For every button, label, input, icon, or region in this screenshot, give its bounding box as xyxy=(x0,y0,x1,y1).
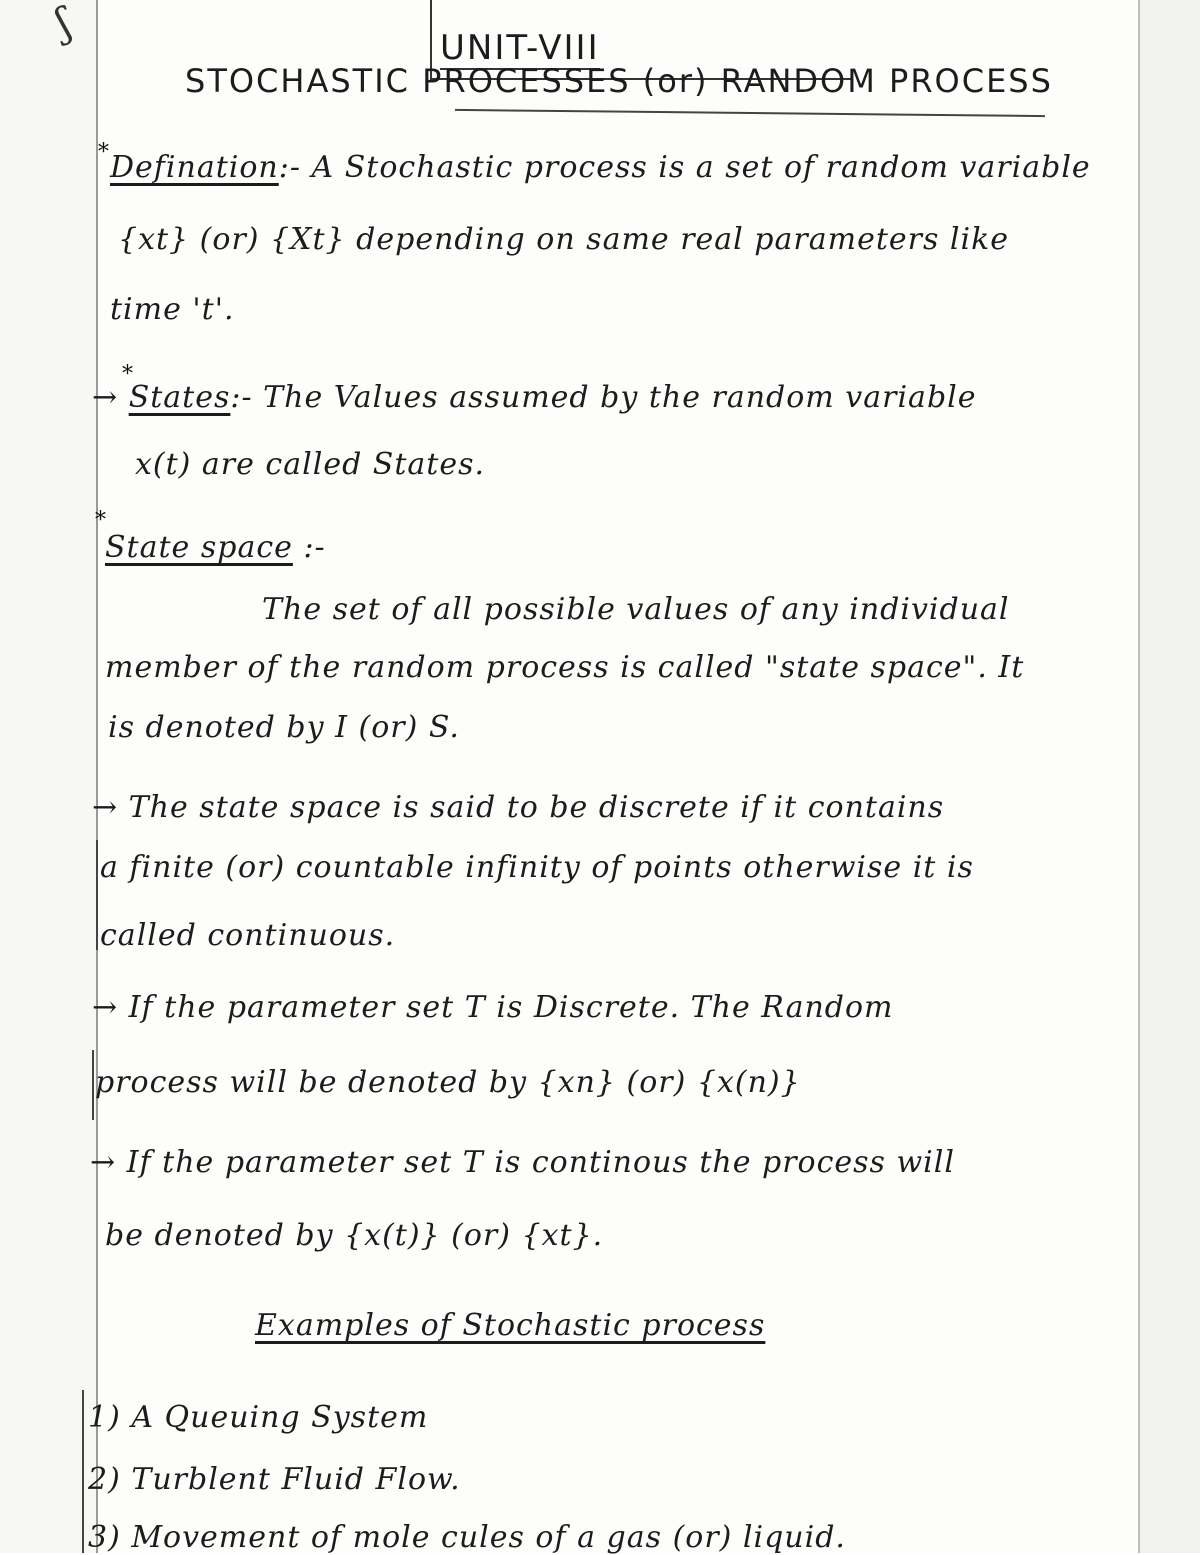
examples-heading: Examples of Stochastic process xyxy=(255,1308,766,1343)
param-discrete-line-2: process will be denoted by {xn} (or) {x(n)} xyxy=(95,1065,801,1100)
right-margin-line xyxy=(1138,0,1140,1553)
definition-text-1: :- A Stochastic process is a set of random variable xyxy=(278,150,1091,185)
right-scan-shade xyxy=(1140,0,1200,1553)
state-space-line-1: The set of all possible values of any individual xyxy=(262,592,1010,627)
unit-heading: UNIT-VIII xyxy=(440,28,600,68)
discrete-line-3: called continuous. xyxy=(100,918,396,953)
star-icon: * xyxy=(98,140,109,165)
discrete-line-2: a finite (or) countable infinity of points otherwise it is xyxy=(100,850,974,885)
state-space-label: State space xyxy=(105,530,293,565)
star-icon: * xyxy=(122,362,133,387)
states-label: States xyxy=(128,380,231,415)
example-item-3: 3) Movement of mole cules of a gas (or) liquid. xyxy=(88,1520,846,1555)
example-item-2: 2) Turblent Fluid Flow. xyxy=(88,1462,461,1497)
definition-line-3: time 't'. xyxy=(110,292,235,327)
states-line-2: x(t) are called States. xyxy=(135,447,486,482)
param-discrete-line-1: → If the parameter set T is Discrete. The Random xyxy=(92,990,894,1025)
page-title: STOCHASTIC PROCESSES (or) RANDOM PROCESS xyxy=(185,62,1053,100)
param-continuous-line-1: → If the parameter set T is continous the process will xyxy=(90,1145,955,1180)
arrow-icon: → xyxy=(92,380,129,415)
bracket-line xyxy=(82,1390,84,1553)
states-text-1: :- The Values assumed by the random variable xyxy=(230,380,977,415)
corner-scribble-icon: ʃ xyxy=(50,0,77,47)
state-space-heading xyxy=(105,530,326,565)
bracket-line xyxy=(96,840,98,950)
discrete-line-1: → The state space is said to be discrete if it contains xyxy=(92,790,945,825)
bracket-line xyxy=(92,1050,94,1120)
states-line-1 xyxy=(92,380,977,415)
left-margin-line xyxy=(96,0,98,1553)
title-underline xyxy=(455,109,1045,117)
example-item-1: 1) A Queuing System xyxy=(88,1400,429,1435)
left-scan-shade xyxy=(0,0,96,1553)
param-continuous-line-2: be denoted by {x(t)} (or) {xt}. xyxy=(105,1218,604,1253)
state-space-line-3: is denoted by I (or) S. xyxy=(108,710,460,745)
state-space-line-2: member of the random process is called "state space". It xyxy=(105,650,1025,685)
star-icon: * xyxy=(95,508,106,533)
state-space-label-suffix: :- xyxy=(303,530,326,565)
definition-label: Defination xyxy=(110,150,279,185)
definition-line-1 xyxy=(110,150,1091,185)
definition-line-2: {xt} (or) {Xt} depending on same real parameters like xyxy=(118,222,1010,257)
